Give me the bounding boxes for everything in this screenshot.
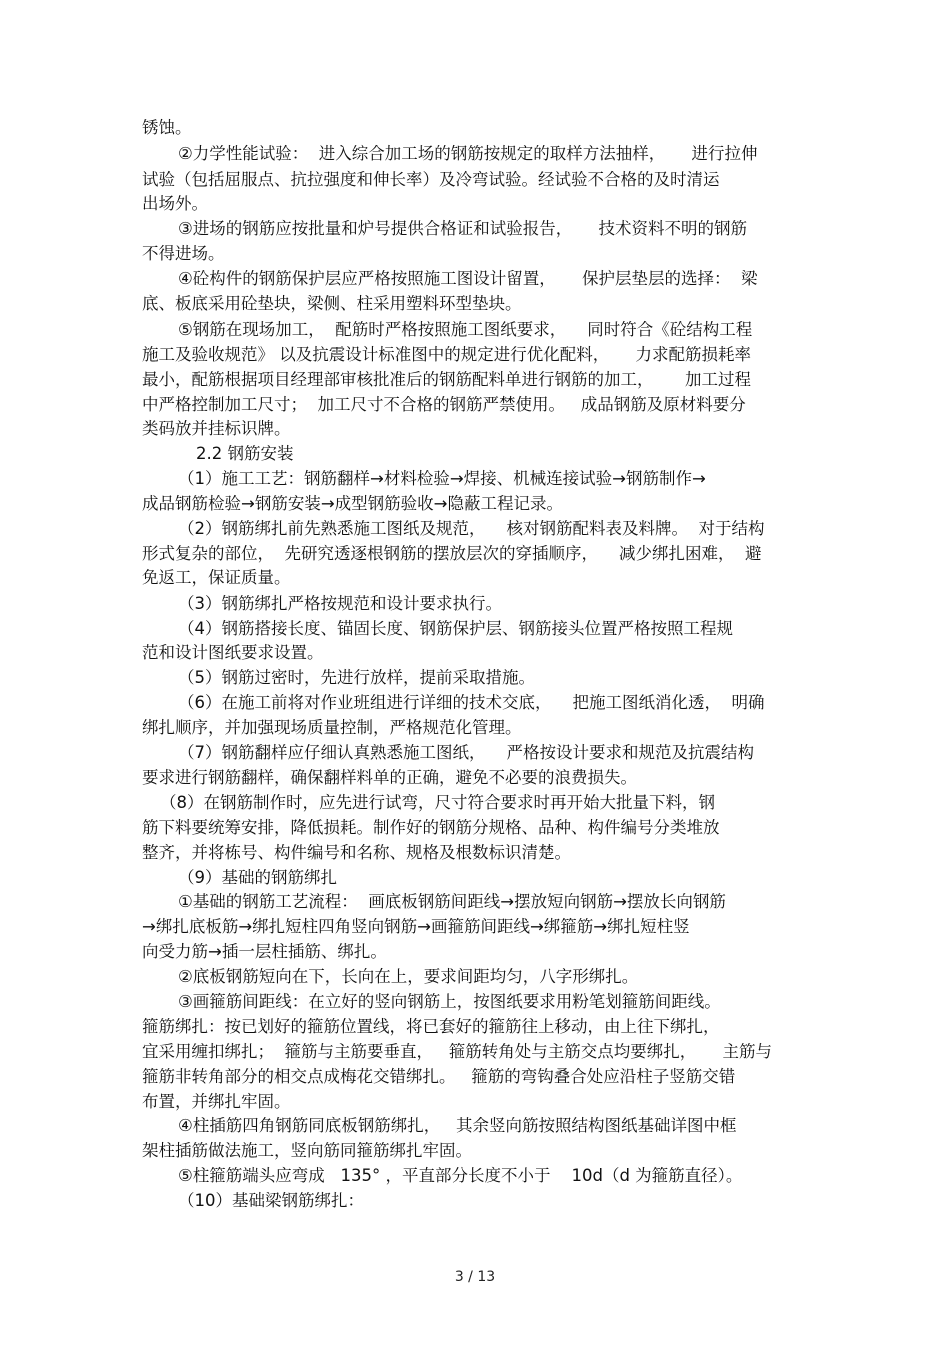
- text-line: （5）钢筋过密时，先进行放样，提前采取措施。: [178, 668, 535, 687]
- text-line: 范和设计图纸要求设置。: [142, 643, 324, 662]
- text-line: （4）钢筋搭接长度、锚固长度、钢筋保护层、钢筋接头位置严格按照工程规: [178, 619, 733, 638]
- text-line: （7）钢筋翻样应仔细认真熟悉施工图纸， 严格按设计要求和规范及抗震结构: [178, 743, 754, 762]
- text-line: （1）施工工艺：钢筋翻样→材料检验→焊接、机械连接试验→钢筋制作→: [178, 469, 706, 488]
- text-line: ②底板钢筋短向在下，长向在上，要求间距均匀，八字形绑扎。: [178, 967, 639, 986]
- text-line: ④砼构件的钢筋保护层应严格按照施工图设计留置， 保护层垫层的选择： 梁: [178, 269, 758, 288]
- text-line: 向受力筋→插一层柱插筋、绑扎。: [142, 942, 387, 961]
- text-line: 架柱插筋做法施工，竖向筋同箍筋绑扎牢固。: [142, 1141, 472, 1160]
- text-line: （2）钢筋绑扎前先熟悉施工图纸及规范， 核对钢筋配料表及料牌。 对于结构: [178, 519, 765, 538]
- page-number: 3 / 13: [454, 1269, 496, 1285]
- text-line: 不得进场。: [142, 244, 225, 263]
- text-line: ③画箍筋间距线：在立好的竖向钢筋上，按图纸要求用粉笔划箍筋间距线。: [178, 992, 721, 1011]
- text-line: 箍筋非转角部分的相交点成梅花交错绑扎。 箍筋的弯钩叠合处应沿柱子竖筋交错: [142, 1067, 736, 1086]
- text-line: 绑扎顺序，并加强现场质量控制，严格规范化管理。: [142, 718, 522, 737]
- text-line: 布置，并绑扎牢固。: [142, 1092, 291, 1111]
- text-line: 试验（包括屈服点、抗拉强度和伸长率）及冷弯试验。经试验不合格的及时清运: [142, 170, 720, 189]
- text-line: 箍筋绑扎：按已划好的箍筋位置线，将已套好的箍筋往上移动，由上往下绑扎，: [142, 1017, 720, 1036]
- text-line: （10）基础梁钢筋绑扎：: [178, 1191, 364, 1210]
- text-line: ③进场的钢筋应按批量和炉号提供合格证和试验报告， 技术资料不明的钢筋: [178, 219, 748, 238]
- text-line: 宜采用缠扣绑扎； 箍筋与主筋要垂直， 箍筋转角处与主筋交点均要绑扎， 主筋与: [142, 1042, 772, 1061]
- text-line: ⑤钢筋在现场加工， 配筋时严格按照施工图纸要求， 同时符合《砼结构工程: [178, 320, 753, 339]
- text-line: 施工及验收规范》 以及抗震设计标准图中的规定进行优化配料， 力求配筋损耗率: [142, 345, 751, 364]
- text-line: ①基础的钢筋工艺流程： 画底板钢筋间距线→摆放短向钢筋→摆放长向钢筋: [178, 892, 726, 911]
- text-line: （3）钢筋绑扎严格按规范和设计要求执行。: [178, 594, 502, 613]
- text-line: 筋下料要统筹安排，降低损耗。制作好的钢筋分规格、品种、构件编号分类堆放: [142, 818, 720, 837]
- text-line: （6）在施工前将对作业班组进行详细的技术交底， 把施工图纸消化透， 明确: [178, 693, 765, 712]
- text-line: →绑扎底板筋→绑扎短柱四角竖向钢筋→画箍筋间距线→绑箍筋→绑扎短柱竖: [142, 917, 690, 936]
- section-heading: 2.2 钢筋安装: [196, 444, 294, 463]
- text-line: 中严格控制加工尺寸； 加工尺寸不合格的钢筋严禁使用。 成品钢筋及原材料要分: [142, 395, 746, 414]
- text-line: 最小，配筋根据项目经理部审核批准后的钢筋配料单进行钢筋的加工， 加工过程: [142, 370, 751, 389]
- text-line: 底、板底采用砼垫块，梁侧、柱采用塑料环型垫块。: [142, 294, 522, 313]
- text-line: 要求进行钢筋翻样，确保翻样料单的正确，避免不必要的浪费损失。: [142, 768, 637, 787]
- text-line: （8）在钢筋制作时，应先进行试弯，尺寸符合要求时再开始大批量下料，钢: [160, 793, 715, 812]
- text-line: 类码放并挂标识牌。: [142, 419, 291, 438]
- text-line: 整齐，并将栋号、构件编号和名称、规格及根数标识清楚。: [142, 843, 571, 862]
- text-line: 锈蚀。: [142, 118, 192, 137]
- text-line: 形式复杂的部位， 先研究透逐根钢筋的摆放层次的穿插顺序， 减少绑扎困难， 避: [142, 544, 762, 563]
- text-line: ②力学性能试验： 进入综合加工场的钢筋按规定的取样方法抽样， 进行拉伸: [178, 144, 758, 163]
- text-line: 免返工，保证质量。: [142, 568, 291, 587]
- text-line: 出场外。: [142, 194, 208, 213]
- text-line: 成品钢筋检验→钢筋安装→成型钢筋验收→隐蔽工程记录。: [142, 494, 563, 513]
- text-line: ⑤柱箍筋端头应弯成 135° ，平直部分长度不小于 10d（d 为箍筋直径）。: [178, 1166, 743, 1185]
- text-line: （9）基础的钢筋绑扎: [178, 868, 337, 887]
- text-line: ④柱插筋四角钢筋同底板钢筋绑扎， 其余竖向筋按照结构图纸基础详图中框: [178, 1116, 737, 1135]
